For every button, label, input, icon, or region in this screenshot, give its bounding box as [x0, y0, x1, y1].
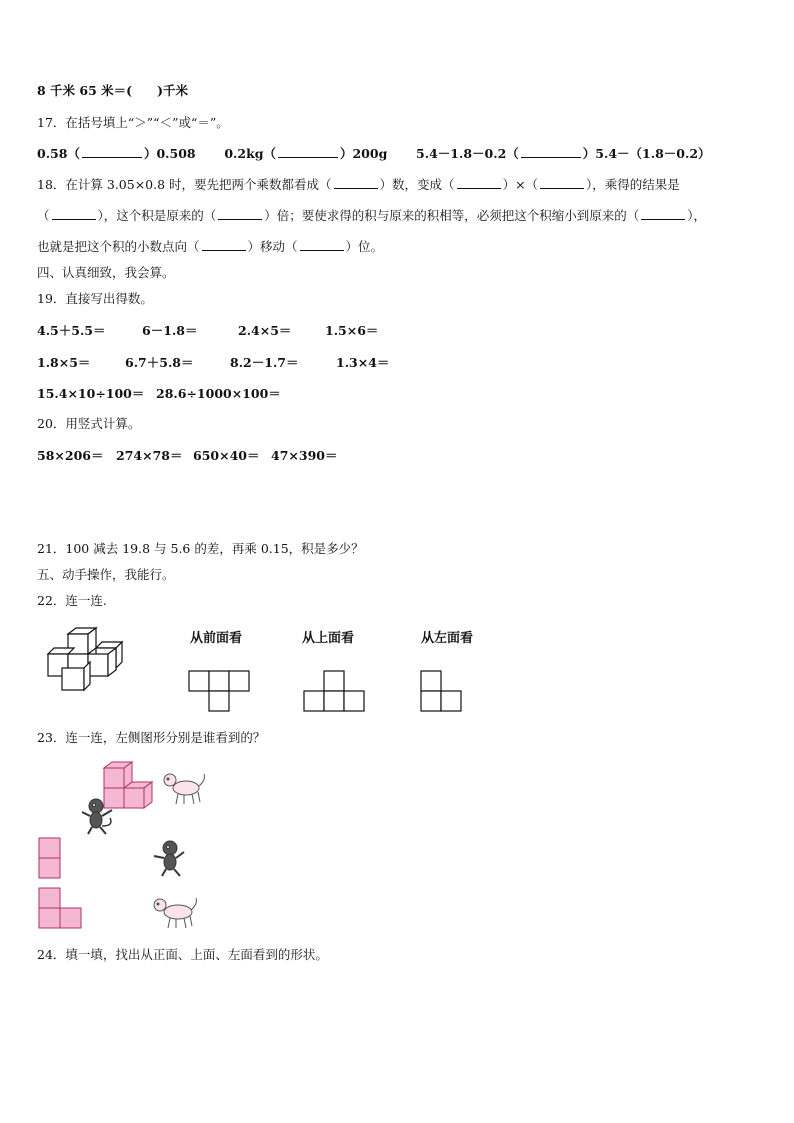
q18-text-9: 也就是把这个积的小数点向（ — [37, 239, 200, 254]
q17-b-left: 0.2kg（ — [224, 146, 276, 161]
front-view-shape — [188, 670, 252, 714]
answer-shape-l — [37, 886, 85, 932]
q18-text-8: ）， — [687, 208, 707, 223]
q17-c-blank[interactable] — [521, 145, 581, 158]
cube-stack-figure — [40, 626, 130, 696]
question-20: 20．用竖式计算。 — [37, 416, 141, 431]
q17-b-blank[interactable] — [278, 145, 338, 158]
q17-a-left: 0.58（ — [37, 146, 80, 161]
q18-text-4: ），乘得的结果是 — [586, 177, 680, 192]
view-label-top: 从上面看 — [302, 631, 355, 646]
dog-figure-option[interactable] — [150, 894, 202, 930]
q19-expr: 4.5＋5.5＝ — [37, 323, 106, 338]
question-17: 17．在括号填上“＞”“＜”或“＝”。 — [37, 115, 229, 130]
q18-text-7: ）倍；要使求得的积与原来的积相等，必须把这个积缩小到原来的（ — [264, 208, 640, 223]
q19-expr: 2.4×5＝ — [238, 323, 292, 338]
q18-text-1: 18．在计算 3.05×0.8 时，要先把两个乘数都看成（ — [37, 177, 332, 192]
q19-expr: 1.3×4＝ — [336, 355, 390, 370]
q18-blank-4[interactable] — [52, 207, 96, 220]
monkey-figure-option[interactable] — [150, 838, 190, 878]
question-18-line3 — [37, 238, 383, 256]
q17-c-left: 5.4－1.8－0.2（ — [416, 146, 519, 161]
q18-blank-8[interactable] — [300, 238, 344, 251]
q19-expr: 1.8×5＝ — [37, 355, 91, 370]
q17-a-blank[interactable] — [82, 145, 142, 158]
question-24: 24．填一填，找出从正面、上面、左面看到的形状。 — [37, 947, 328, 962]
q17-b-right: ）200g — [339, 146, 388, 161]
question-23: 23．连一连，左侧图形分别是谁看到的？ — [37, 730, 266, 745]
conversion-line: 8 千米 65 米＝( )千米 — [37, 83, 188, 98]
section-5-title: 五、动手操作，我能行。 — [37, 567, 175, 582]
q19-expr: 1.5×6＝ — [325, 323, 379, 338]
q18-text-11: ）位。 — [345, 239, 384, 254]
q17-c-right: ）5.4－（1.8－0.2） — [582, 146, 711, 161]
question-18-line1 — [37, 176, 680, 194]
q18-text-6: ），这个积是原来的（ — [97, 208, 217, 223]
question-17-items — [37, 145, 711, 163]
q20-expr: 58×206＝ — [37, 448, 104, 463]
q18-text-3: ）×（ — [502, 177, 539, 192]
monkey-figure — [80, 796, 120, 836]
q18-text-2: ）数，变成（ — [379, 177, 455, 192]
view-label-front: 从前面看 — [190, 631, 243, 646]
q18-blank-7[interactable] — [202, 238, 246, 251]
q18-text-10: ）移动（ — [247, 239, 298, 254]
question-18-line2 — [37, 207, 706, 225]
answer-shape-vertical — [37, 836, 63, 882]
q19-expr: 6－1.8＝ — [142, 323, 198, 338]
q18-blank-2[interactable] — [457, 176, 501, 189]
q20-expr: 274×78＝ — [116, 448, 183, 463]
section-4-title: 四、认真细致，我会算。 — [37, 265, 175, 280]
q19-expr: 15.4×10÷100＝ — [37, 386, 145, 401]
q18-blank-6[interactable] — [641, 207, 685, 220]
q19-expr: 28.6÷1000×100＝ — [156, 386, 281, 401]
q18-blank-3[interactable] — [540, 176, 584, 189]
q17-a-right: ）0.508 — [143, 146, 196, 161]
left-view-shape — [420, 670, 466, 714]
question-21: 21．100 减去 19.8 与 5.6 的差，再乘 0.15，积是多少？ — [37, 541, 364, 556]
question-19: 19．直接写出得数。 — [37, 291, 153, 306]
dog-figure — [160, 770, 208, 806]
q18-text-5: （ — [37, 208, 50, 223]
view-label-left: 从左面看 — [421, 631, 474, 646]
q19-expr: 6.7＋5.8＝ — [125, 355, 194, 370]
q18-blank-1[interactable] — [334, 176, 378, 189]
top-view-shape — [303, 670, 367, 714]
q20-expr: 650×40＝ — [193, 448, 260, 463]
question-22: 22．连一连. — [37, 593, 107, 608]
q20-expr: 47×390＝ — [271, 448, 338, 463]
q18-blank-5[interactable] — [218, 207, 262, 220]
q19-expr: 8.2－1.7＝ — [230, 355, 299, 370]
